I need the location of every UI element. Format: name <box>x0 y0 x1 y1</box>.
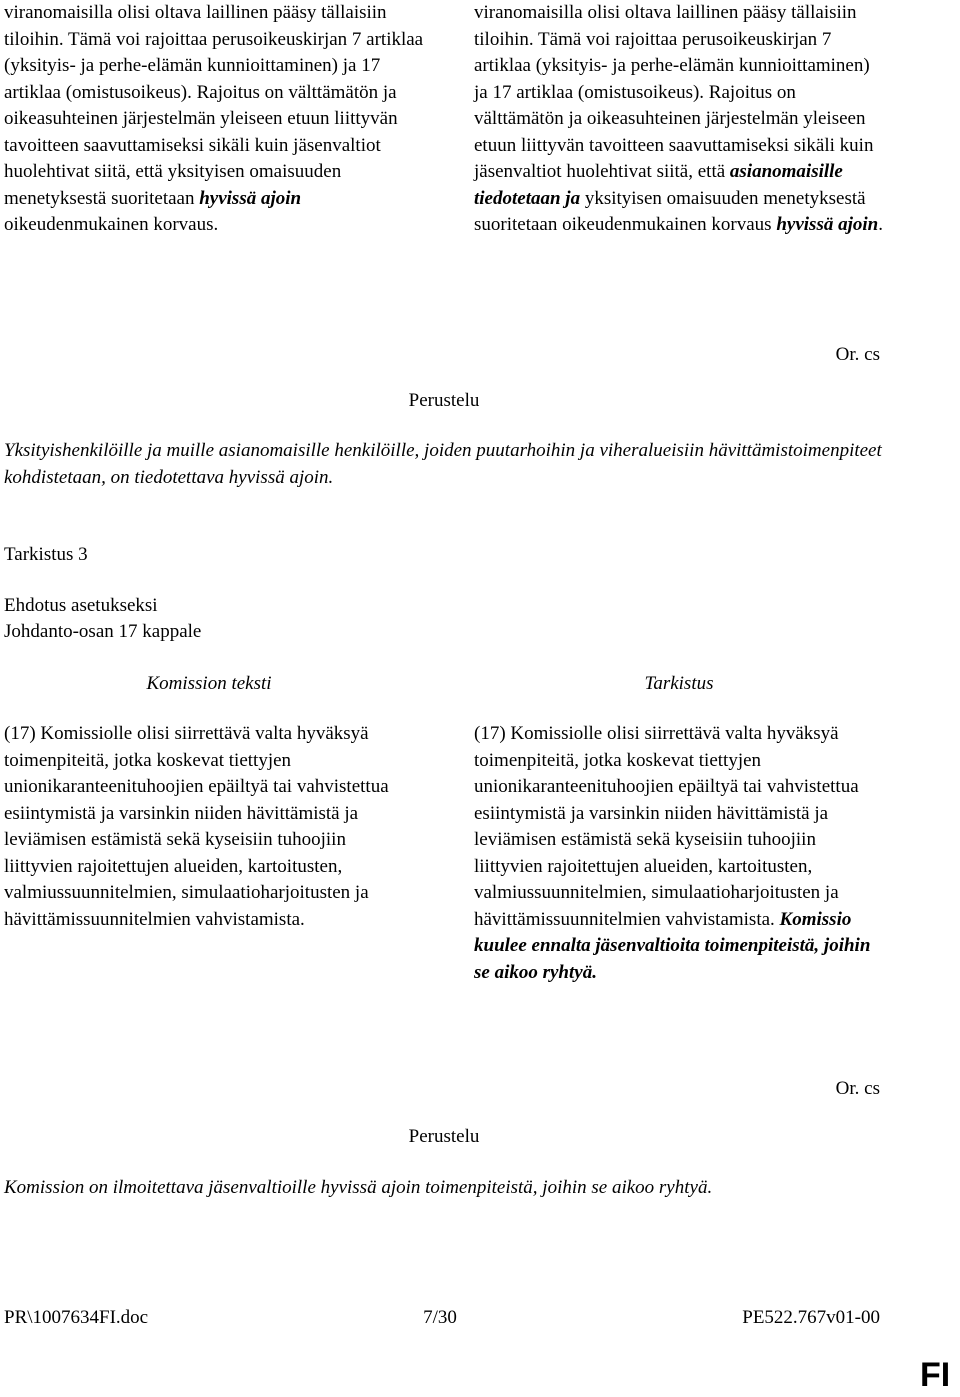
top-justification-heading: Perustelu <box>408 390 480 411</box>
footer-language-code: FI <box>920 1356 951 1394</box>
footer-doc-ref: PR\1007634FI.doc <box>4 1307 149 1328</box>
top-left-text-2: oikeudenmukainen korvaus. <box>4 214 219 235</box>
amendment-paragraph <box>474 721 886 986</box>
amendment-justification-heading: Perustelu <box>408 1126 480 1147</box>
amendment-proposal: Ehdotus asetukseksi <box>4 595 158 616</box>
column-heading-amendment: Tarkistus <box>644 673 714 694</box>
amendment-location: Johdanto-osan 17 kappale <box>4 621 202 642</box>
amendment-text: (17) Komissiolle olisi siirrettävä valta hyväksyä toimenpiteitä, jotka koskevat tiettyjen unionikaranteenituhoojien epäiltyä tai vahvistettua esiintymistä ja varsinkin niiden hävittämistä ja leviämisen estämistä sekä kyseisiin tuhoojiin liittyvien rajoitettujen alueiden, kartoitusten, valmiussuunnitelmien, simulaatioharjoitusten ja hävittämissuunnitelmien vahvistamista. <box>474 723 859 930</box>
top-right-text-1: viranomaisilla olisi oltava laillinen pääsy tällaisiin tiloihin. Tämä voi rajoittaa perusoikeuskirjan 7 artiklaa (yksityis- ja perhe-elämän kunnioittaminen) ja 17 artiklaa (omistusoikeus). Rajoitus on välttämätön ja oikeasuhteinen järjestelmän yleiseen etuun liittyvän tavoitteen saavuttamiseksi sikäli kuin jäsenvaltiot huolehtivat siitä, että <box>474 2 874 182</box>
top-left-text-1: viranomaisilla olisi oltava laillinen pääsy tällaisiin tiloihin. Tämä voi rajoittaa perusoikeuskirjan 7 artiklaa (yksityis- ja perhe-elämän kunnioittaminen) ja 17 artiklaa (omistusoikeus). Rajoitus on välttämätön ja oikeasuhteinen järjestelmän yleiseen etuun liittyvän tavoitteen saavuttamiseksi sikäli kuin jäsenvaltiot huolehtivat siitä, että yksityisen omaisuuden menetyksestä suoritetaan <box>4 2 424 209</box>
commission-text: (17) Komissiolle olisi siirrettävä valta hyväksyä toimenpiteitä, jotka koskevat tiettyjen unionikaranteenituhoojien epäiltyä tai vahvistettua esiintymistä ja varsinkin niiden hävittämistä ja leviämisen estämistä sekä kyseisiin tuhoojiin liittyvien rajoitettujen alueiden, kartoitusten, valmiussuunnitelmien, simulaatioharjoitusten ja hävittämissuunnitelmien vahvistamista. <box>4 723 389 930</box>
amendment-original-language: Or. cs <box>835 1078 880 1099</box>
amendment-justification-text: Komission on ilmoitettava jäsenvaltioille hyvissä ajoin toimenpiteistä, joihin se aikoo ryhtyä. <box>4 1177 713 1198</box>
amendment-added-text: Komissio kuulee ennalta jäsenvaltioita toimenpiteistä, joihin se aikoo ryhtyä. <box>474 908 871 983</box>
top-right-emphasis-1: asianomaisille tiedotetaan ja <box>474 161 843 209</box>
footer-pe-ref: PE522.767v01-00 <box>742 1307 880 1328</box>
top-right-text-2: yksityisen omaisuuden menetyksestä suoritetaan oikeudenmukainen korvaus <box>474 187 866 235</box>
top-left-emphasis: hyvissä ajoin <box>199 187 302 209</box>
top-right-emphasis-2: hyvissä ajoin <box>776 214 879 235</box>
top-left-paragraph <box>4 0 424 239</box>
column-heading-commission-text: Komission teksti <box>146 673 272 694</box>
footer-page-number: 7/30 <box>423 1307 457 1328</box>
top-right-paragraph <box>474 0 884 239</box>
commission-text-paragraph <box>4 721 416 933</box>
amendment-title: Tarkistus 3 <box>4 544 88 565</box>
top-original-language: Or. cs <box>835 344 880 365</box>
top-right-text-3: . <box>878 214 883 235</box>
top-justification-text: Yksityishenkilöille ja muille asianomaisille henkilöille, joiden puutarhoihin ja viheralueisiin hävittämistoimenpiteet kohdistetaan, on tiedotettava hyvissä ajoin. <box>4 440 882 488</box>
